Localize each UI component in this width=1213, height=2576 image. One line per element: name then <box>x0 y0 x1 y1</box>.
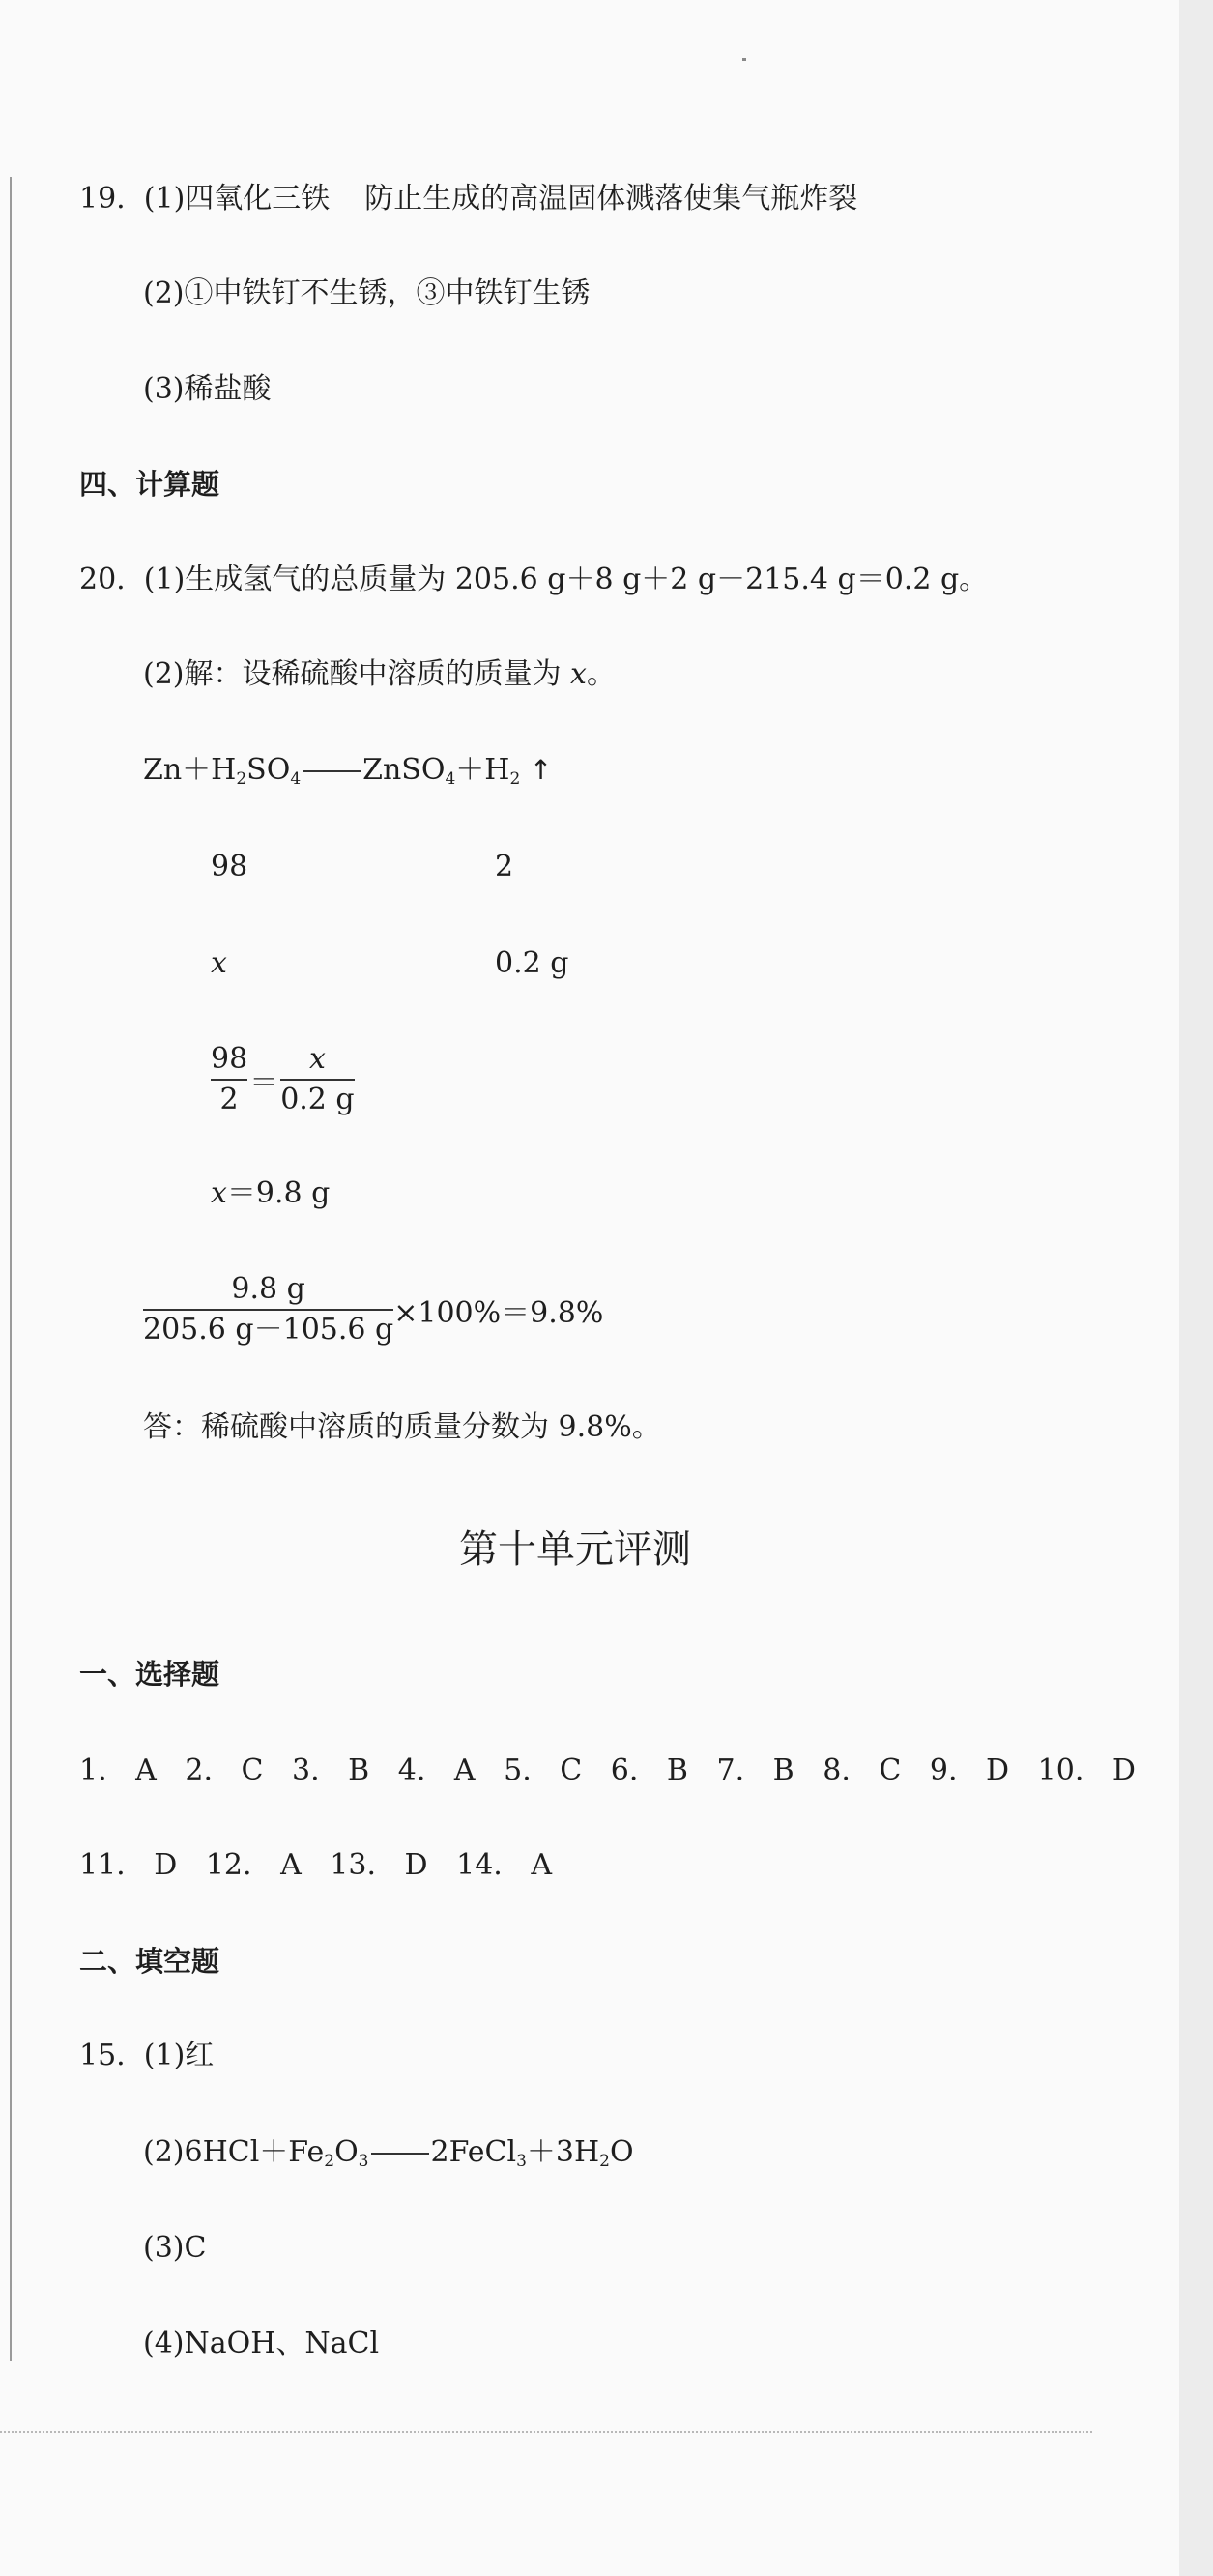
q19-part2: (2)①中铁钉不生锈，③中铁钉生锈 <box>143 276 591 310</box>
q20-number: 20. <box>79 563 126 596</box>
chemical-equation-zn-h2so4: $Zn+H_2SO_4$ $ZnSO_4+H_2$ ↑ <box>143 753 553 789</box>
q20-part1 <box>79 561 988 599</box>
x-result: x＝9.8 g <box>211 1176 331 1210</box>
fraction-mass-ratio: $\frac{9.8 g}{205.6 g-105.6 g}$ <box>143 1272 394 1346</box>
section-heading-multiple-choice: 一、选择题 <box>79 1658 220 1691</box>
equation-equals-bar-2 <box>371 2153 429 2155</box>
molar-mass-98: 98 <box>211 850 248 883</box>
scan-speck <box>742 58 746 61</box>
molar-mass-2: 2 <box>495 850 514 883</box>
section-heading-calculation: 四、计算题 <box>79 468 220 501</box>
q15-part2-equation: $(2)6HCl+Fe_2O_3$ $2FeCl_3+3H_2O$ <box>143 2135 634 2171</box>
q19-answer-1-reason: 防止生成的高温固体溅落使集气瓶炸裂 <box>364 182 858 216</box>
page-bottom-dotted-rule <box>0 2431 1092 2433</box>
q19-part1 <box>79 180 857 218</box>
page-edge-shade <box>1179 0 1213 2576</box>
q19-part3: (3)稀盐酸 <box>143 372 272 406</box>
q19-number: 19. <box>79 182 126 216</box>
left-margin-rule <box>10 177 12 2361</box>
q19-answer-1: (1)四氧化三铁 <box>143 182 331 216</box>
q15-part4: (4)NaOH、NaCl <box>143 2327 380 2360</box>
choice-answers-row-1: 1. A 2. C 3. B 4. A 5. C 6. B 7. B 8. C 9. D 10. D <box>79 1753 1136 1787</box>
mass-0-2g: 0.2 g <box>495 946 569 980</box>
q20-conclusion: 答：稀硫酸中溶质的质量分数为 9.8%。 <box>143 1410 661 1444</box>
q15-part3: (3)C <box>143 2231 207 2265</box>
section-heading-fill-in: 二、填空题 <box>79 1945 220 1978</box>
q20-answer-1: (1)生成氢气的总质量为 205.6 g＋8 g＋2 g－215.4 g＝0.2 g。 <box>143 563 989 596</box>
equation-equals-bar <box>303 770 361 772</box>
q15-part1: 15. (1)红 <box>79 2039 215 2072</box>
fraction-98-over-2: $\frac{98}{2}$ <box>211 1042 248 1116</box>
q15-number: 15. <box>79 2039 126 2072</box>
gas-arrow-icon: ↑ <box>529 754 553 786</box>
q20-part2: (2)解：设稀硫酸中溶质的质量为 x。 <box>143 657 616 691</box>
fraction-x-over-0-2g: $\frac{x}{0.2 g}$ <box>280 1042 355 1116</box>
unknown-x: x <box>211 946 227 980</box>
unit-title: 第十单元评测 <box>459 1527 691 1572</box>
percentage-calculation: $\frac{9.8 g}{205.6 g-105.6 g}$ ×100%＝9.8% <box>143 1272 604 1346</box>
proportion-equation: $\frac{98}{2}$ ＝ $\frac{x}{0.2 g}$ <box>211 1042 355 1116</box>
choice-answers-row-2: 11. D 12. A 13. D 14. A <box>79 1848 553 1882</box>
